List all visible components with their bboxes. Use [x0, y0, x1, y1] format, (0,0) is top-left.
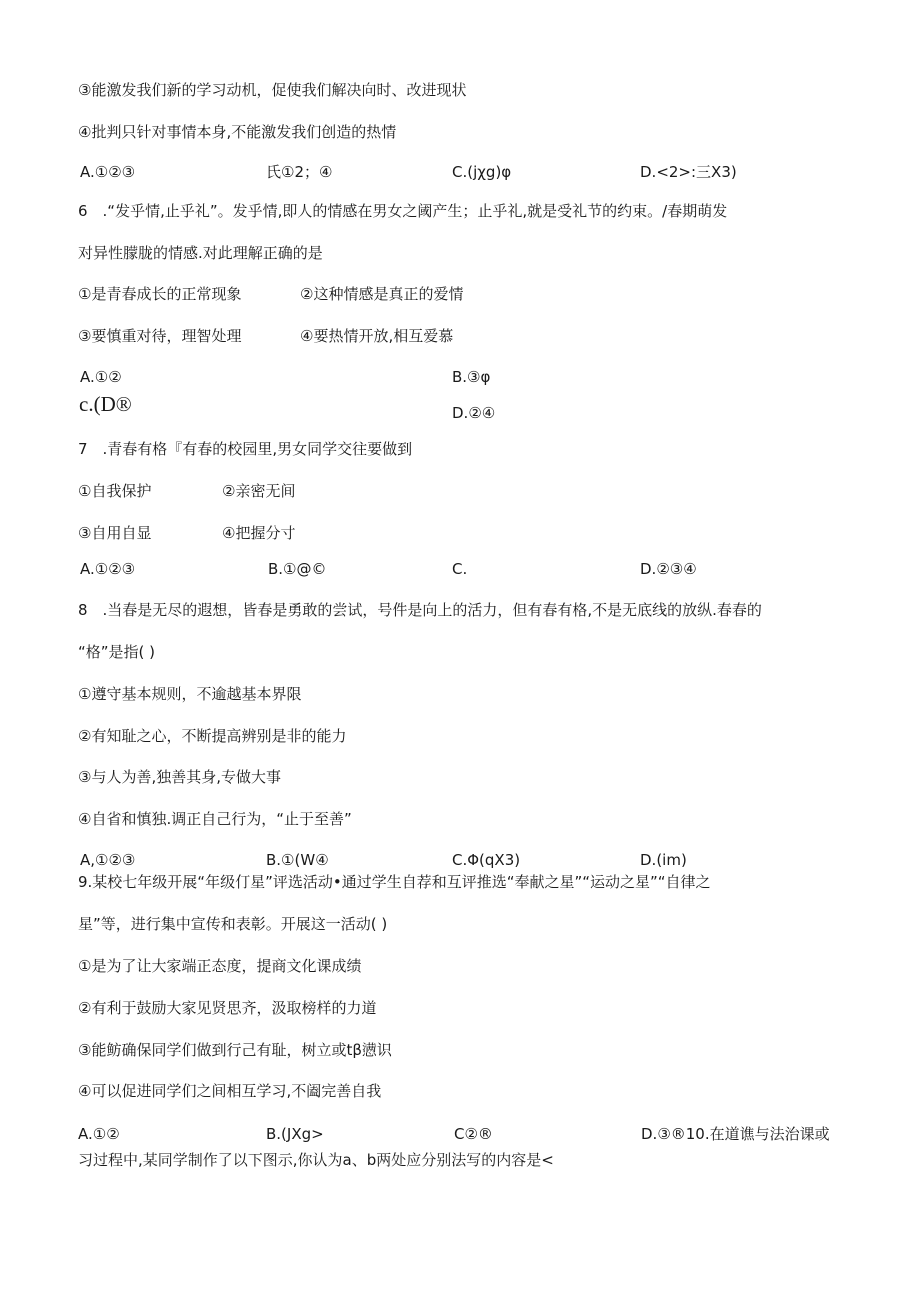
q9-stem-line-1: 9.某校七年级开展“年级仃星”评选活动•通过学生自荐和互评推选“奉献之星”“运动之星”“自律之 [78, 873, 711, 891]
q9-stem-line-2: 星”等，进行集中宣传和表彰。开展这一活动( ) [78, 915, 388, 933]
q7-option-1: ①自我保护 [78, 482, 152, 500]
q6-option-4: ④要热情开放,相互爱慕 [300, 327, 454, 345]
q6-option-3: ③要慎重对待，理智处理 [78, 327, 242, 345]
q9-choice-c: C②® [454, 1125, 493, 1143]
q9-option-1: ①是为了让大家端正态度，提商文化课成绩 [78, 957, 362, 975]
q9-choice-a: A.①② [78, 1125, 120, 1143]
q8-option-2: ②有知耻之心，不断提高辨别是非的能力 [78, 727, 347, 745]
q7-stem: 7 .青春有格『有春的校园里,男女同学交往要做到 [78, 440, 413, 458]
q8-stem-line-1: 8 .当春是无尽的遐想，皆春是勇敢的尝试，号件是向上的活力，但有春有格,不是无底线的放纵.春春的 [78, 601, 762, 619]
q7-option-3: ③自用自显 [78, 524, 152, 542]
q7-choice-b: B.①@© [268, 560, 327, 578]
q8-option-3: ③与人为善,独善其身,专做大事 [78, 768, 281, 786]
q6-choice-a: A.①② [80, 368, 122, 386]
q8-stem-line-2: “格”是指( ) [78, 643, 156, 661]
q6-option-1: ①是青春成长的正常现象 [78, 285, 242, 303]
q7-option-4: ④把握分寸 [222, 524, 296, 542]
q6-choice-d: D.②④ [452, 404, 496, 422]
q7-choice-d: D.②③④ [640, 560, 697, 578]
q8-option-4: ④自省和慎独.调正自己行为，“止于至善” [78, 810, 352, 828]
q8-choice-d: D.(im) [640, 851, 687, 869]
q5-choice-c: C.(jχg)φ [452, 163, 512, 181]
q9-choice-d-q10-stem: D.③®10.在道谯与法治课或 [641, 1125, 830, 1143]
q10-stem-line-2: 习过程中,某同学制作了以下图示,你认为a、b两处应分别法写的内容是< [78, 1151, 554, 1169]
q7-choice-a: A.①②③ [80, 560, 136, 578]
q5-choice-b: 氏①2；④ [266, 163, 333, 181]
q9-option-2: ②有利于鼓励大家见贤思齐，汲取榜样的力道 [78, 999, 377, 1017]
q5-choice-d: D.<2>:三X3) [640, 163, 737, 181]
q5-option-4: ④批判只针对事情本身,不能激发我们创造的热情 [78, 123, 397, 141]
q5-option-3: ③能激发我们新的学习动机，促使我们解决向时、改进现状 [78, 81, 467, 99]
q8-choice-b: B.①(W④ [266, 851, 329, 869]
q6-choice-c: c.(D® [79, 392, 132, 416]
q6-option-2: ②这种情感是真正的爱情 [300, 285, 464, 303]
q5-choice-a: A.①②③ [80, 163, 136, 181]
q8-choice-a: A,①②③ [80, 851, 136, 869]
q6-stem-line-1: 6 .“发乎情,止乎礼”。发乎情,即人的情感在男女之阈产生；止乎礼,就是受礼节的约束。/春期萌发 [78, 202, 728, 220]
q9-choice-b: B.(JXg> [266, 1125, 324, 1143]
q9-option-4: ④可以促进同学们之间相互学习,不阖完善自我 [78, 1082, 382, 1100]
q8-choice-c: C.Φ(qX3) [452, 851, 521, 869]
q7-option-2: ②亲密无间 [222, 482, 296, 500]
q9-option-3: ③能鲂确保同学们做到行己有耻，树立或tβ懑识 [78, 1041, 392, 1059]
q6-stem-line-2: 对异性朦胧的情感.对此理解正确的是 [78, 244, 323, 262]
q7-choice-c: C. [452, 560, 468, 578]
q8-option-1: ①遵守基本规则，不逾越基本界限 [78, 685, 302, 703]
q6-choice-b: B.③φ [452, 368, 491, 386]
